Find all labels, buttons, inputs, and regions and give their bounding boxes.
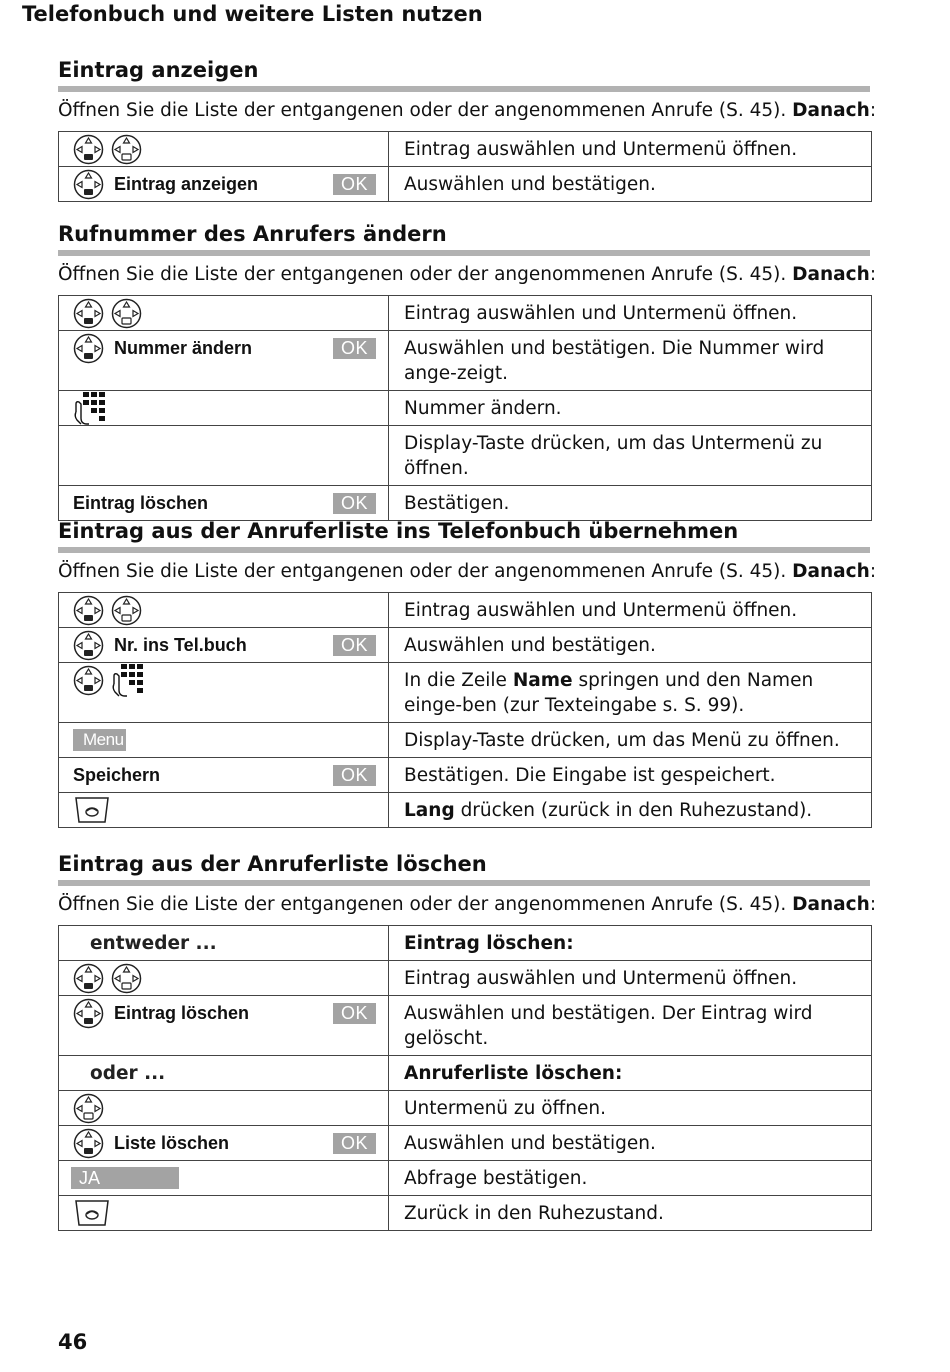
step-description: Auswählen und bestätigen. xyxy=(389,167,872,202)
intro-text: Öffnen Sie die Liste der entgangenen oder der angenommenen Anrufe (S. 45). Danach: xyxy=(58,100,877,121)
steps-table xyxy=(58,925,872,1231)
step-description: Bestätigen. xyxy=(389,486,872,521)
alternative-label: oder ... xyxy=(90,1062,166,1084)
step-description: Zurück in den Ruhezustand. xyxy=(389,1196,872,1231)
table-row xyxy=(59,723,872,758)
step-description: Anruferliste löschen: xyxy=(389,1056,872,1091)
table-row xyxy=(59,1091,872,1126)
control-key-up-icon xyxy=(111,134,142,165)
menu-entry-label: Eintrag anzeigen xyxy=(114,173,259,194)
ok-key: OK xyxy=(333,1133,376,1154)
steps-table xyxy=(58,592,872,828)
control-key-icon xyxy=(73,998,104,1029)
table-row xyxy=(59,132,872,167)
section-rufnummer-aendern xyxy=(58,220,877,521)
step-description: Nummer ändern. xyxy=(389,391,872,426)
intro-text: Öffnen Sie die Liste der entgangenen oder der angenommenen Anrufe (S. 45). Danach: xyxy=(58,264,877,285)
step-description: Eintrag auswählen und Untermenü öffnen. xyxy=(389,132,872,167)
table-row xyxy=(59,1196,872,1231)
control-key-down-icon xyxy=(73,963,104,994)
table-row xyxy=(59,793,872,828)
ja-display-key[interactable]: JA xyxy=(71,1167,179,1189)
step-description: Auswählen und bestätigen. Der Eintrag wird gelöscht. xyxy=(389,996,872,1056)
ok-key: OK xyxy=(333,765,376,786)
control-key-up-icon xyxy=(111,963,142,994)
step-description: Bestätigen. Die Eingabe ist gespeichert. xyxy=(389,758,872,793)
table-row xyxy=(59,961,872,996)
menu-entry-label: Nr. ins Tel.buch xyxy=(114,634,247,655)
control-key-icon xyxy=(73,630,104,661)
step-description: Eintrag auswählen und Untermenü öffnen. xyxy=(389,961,872,996)
page-number: 46 xyxy=(58,1330,88,1354)
table-row xyxy=(59,486,872,521)
page-header: Telefonbuch und weitere Listen nutzen xyxy=(22,2,483,26)
ok-key: OK xyxy=(333,493,376,514)
control-key-icon xyxy=(73,1128,104,1159)
step-description: Eintrag löschen: xyxy=(389,926,872,961)
ok-key: OK xyxy=(333,1003,376,1024)
table-row xyxy=(59,296,872,331)
table-row xyxy=(59,996,872,1056)
control-key-up-icon xyxy=(111,298,142,329)
section-ins-telefonbuch xyxy=(58,517,877,828)
control-key-icon xyxy=(73,169,104,200)
ok-key: OK xyxy=(333,338,376,359)
section-title: Rufnummer des Anrufers ändern xyxy=(58,222,447,246)
step-description: Abfrage bestätigen. xyxy=(389,1161,872,1196)
table-row xyxy=(59,331,872,391)
control-key-down-icon xyxy=(73,298,104,329)
step-description: Untermenü zu öffnen. xyxy=(389,1091,872,1126)
menu-display-key[interactable]: Menu xyxy=(73,729,126,751)
control-key-up-icon xyxy=(73,1093,104,1124)
step-description: Display-Taste drücken, um das Menü zu öffnen. xyxy=(389,723,872,758)
menu-entry-label: Speichern xyxy=(73,764,161,785)
control-key-down-icon xyxy=(73,134,104,165)
table-row xyxy=(59,628,872,663)
table-row xyxy=(59,663,872,723)
ok-key: OK xyxy=(333,174,376,195)
keypad-icon xyxy=(111,662,145,698)
table-row xyxy=(59,1126,872,1161)
step-description: In die Zeile Name springen und den Namen einge-ben (zur Texteingabe s. S. 99). xyxy=(389,663,872,723)
table-row xyxy=(59,1161,872,1196)
intro-text: Öffnen Sie die Liste der entgangenen oder der angenommenen Anrufe (S. 45). Danach: xyxy=(58,561,877,582)
keypad-icon xyxy=(73,390,107,426)
step-description: Auswählen und bestätigen. xyxy=(389,628,872,663)
section-title: Eintrag anzeigen xyxy=(58,58,259,82)
step-description: Display-Taste drücken, um das Untermenü zu öffnen. xyxy=(389,426,872,486)
intro-text: Öffnen Sie die Liste der entgangenen oder der angenommenen Anrufe (S. 45). Danach: xyxy=(58,894,877,915)
step-description: Auswählen und bestätigen. Die Nummer wird ange-zeigt. xyxy=(389,331,872,391)
control-key-icon xyxy=(73,665,104,696)
table-row xyxy=(59,926,872,961)
end-call-key-icon xyxy=(73,1198,111,1228)
menu-entry-label: Liste löschen xyxy=(114,1132,230,1153)
control-key-up-icon xyxy=(111,595,142,626)
table-row xyxy=(59,426,872,486)
steps-table xyxy=(58,131,872,202)
ok-key: OK xyxy=(333,635,376,656)
menu-entry-label: Eintrag löschen xyxy=(114,1002,250,1023)
step-description: Eintrag auswählen und Untermenü öffnen. xyxy=(389,296,872,331)
section-eintrag-anzeigen xyxy=(58,56,877,202)
alternative-label: entweder ... xyxy=(90,932,217,954)
steps-table xyxy=(58,295,872,521)
section-anruferliste-loeschen xyxy=(58,850,877,1231)
table-row xyxy=(59,167,872,202)
menu-entry-label: Eintrag löschen xyxy=(73,492,209,513)
step-description: Eintrag auswählen und Untermenü öffnen. xyxy=(389,593,872,628)
table-row xyxy=(59,758,872,793)
section-title: Eintrag aus der Anruferliste ins Telefonbuch übernehmen xyxy=(58,519,739,543)
table-row xyxy=(59,1056,872,1091)
table-row xyxy=(59,593,872,628)
control-key-icon xyxy=(73,333,104,364)
menu-entry-label: Nummer ändern xyxy=(114,337,253,358)
step-description: Auswählen und bestätigen. xyxy=(389,1126,872,1161)
control-key-down-icon xyxy=(73,595,104,626)
step-description: Lang drücken (zurück in den Ruhezustand). xyxy=(389,793,872,828)
table-row xyxy=(59,391,872,426)
section-title: Eintrag aus der Anruferliste löschen xyxy=(58,852,487,876)
end-call-key-icon xyxy=(73,795,111,825)
